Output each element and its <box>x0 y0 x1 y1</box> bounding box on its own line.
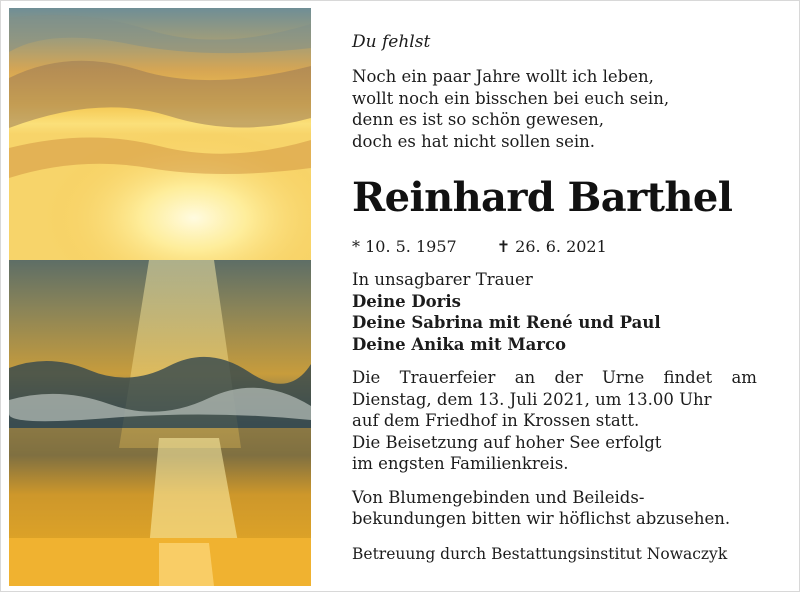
mourner-line: Deine Anika mit Marco <box>352 334 567 354</box>
ceremony-word: am <box>731 368 757 387</box>
ceremony-word: Urne <box>602 368 645 387</box>
ceremony-word: findet <box>663 368 713 387</box>
death-date: ✝ 26. 6. 2021 <box>496 237 607 256</box>
ceremony-line: Die Beisetzung auf hoher See erfolgt <box>352 432 662 452</box>
mourners-block <box>352 269 772 355</box>
poem <box>352 66 772 152</box>
poem-line: Noch ein paar Jahre wollt ich leben, <box>352 67 654 86</box>
request-line: Von Blumengebinden und Beileids- <box>352 487 645 507</box>
poem-line: denn es ist so schön gewesen, <box>352 110 605 129</box>
ceremony-word: Die <box>352 368 381 387</box>
sunset-sea-photo <box>9 8 311 586</box>
ceremony-line: Dienstag, dem 13. Juli 2021, um 13.00 Uhr <box>352 389 712 409</box>
mourner-line: Deine Doris <box>352 291 461 311</box>
request-line: bekundungen bitten wir höflichst abzusehen. <box>352 509 731 528</box>
birth-date: * 10. 5. 1957 <box>352 237 457 256</box>
poem-line: doch es hat nicht sollen sein. <box>352 131 596 151</box>
mourner-line: Deine Sabrina mit René und Paul <box>352 313 661 332</box>
ceremony-line: im engsten Familienkreis. <box>352 454 569 473</box>
ceremony-line: auf dem Friedhof in Krossen statt. <box>352 411 640 430</box>
deceased-name: Reinhard Barthel <box>352 174 733 221</box>
ceremony-block <box>352 367 772 475</box>
ceremony-first-line <box>352 367 757 389</box>
ceremony-word: der <box>554 368 583 387</box>
life-dates <box>352 236 772 257</box>
undertaker-credit: Betreuung durch Bestattungsinstitut Nowaczyk <box>352 544 728 563</box>
request-block <box>352 487 772 530</box>
text-column <box>352 31 772 564</box>
ceremony-word: an <box>514 368 536 387</box>
mourners-intro: In unsagbarer Trauer <box>352 270 533 289</box>
motto-heading: Du fehlst <box>352 32 431 52</box>
ceremony-word: Trauerfeier <box>399 368 496 387</box>
poem-line: wollt noch ein bisschen bei euch sein, <box>352 88 670 108</box>
